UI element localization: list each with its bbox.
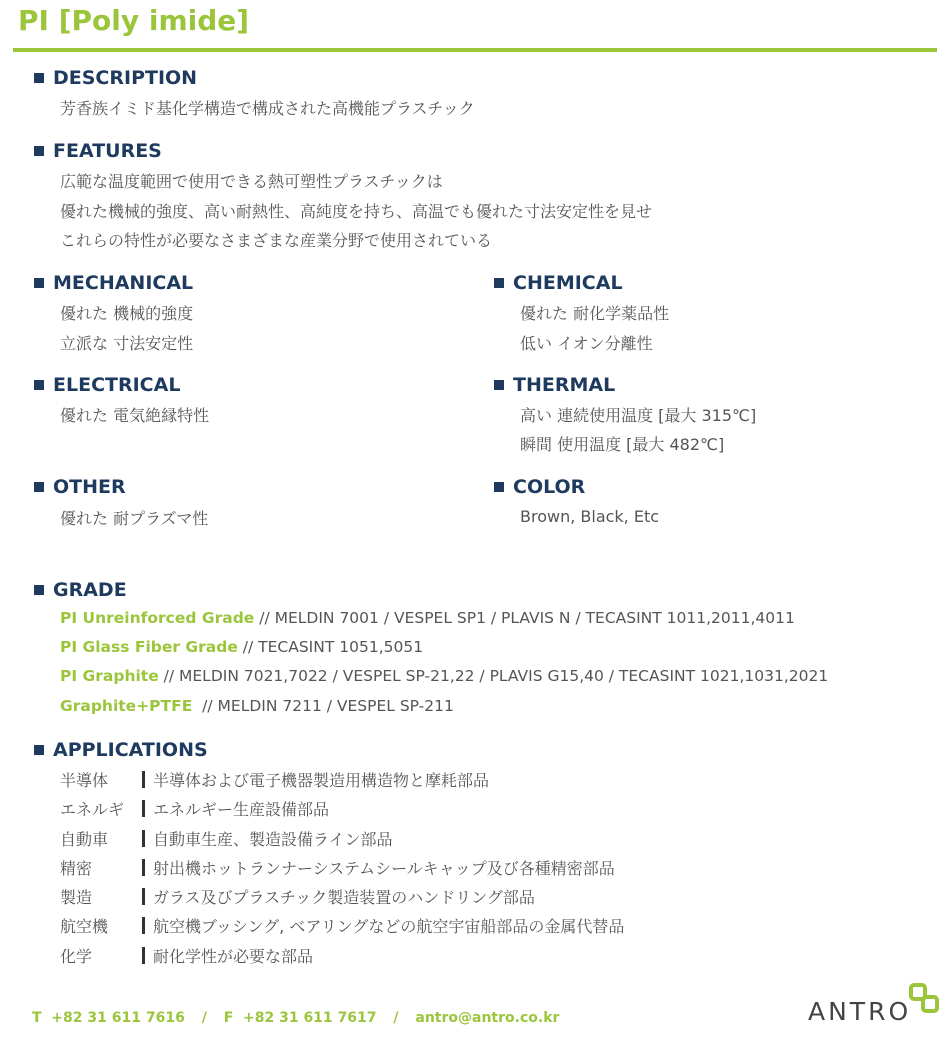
antro-logo xyxy=(808,982,943,1026)
square-bullet-icon xyxy=(34,146,44,156)
square-bullet-icon xyxy=(494,278,504,288)
application-text: エネルギー生産設備部品 xyxy=(153,800,330,819)
contact-footer xyxy=(32,1010,559,1026)
features-line: 優れた機械的強度、高い耐熱性、高純度を持ち、高温でも優れた寸法安定性を見せ xyxy=(60,202,653,221)
email-link[interactable]: antro@antro.co.kr xyxy=(415,1010,560,1026)
application-label: 航空機 xyxy=(60,917,109,936)
application-label: 製造 xyxy=(60,888,93,907)
mechanical-line: 立派な 寸法安定性 xyxy=(60,334,194,353)
application-text: 航空機ブッシング, ベアリングなどの航空宇宙船部品の金属代替品 xyxy=(153,917,625,936)
title-divider xyxy=(13,48,937,52)
square-bullet-icon xyxy=(34,278,44,288)
features-line: 広範な温度範囲で使用できる熱可塑性プラスチックは xyxy=(60,172,443,191)
thermal-line: 瞬間 使用温度 [最大 482℃] xyxy=(520,435,725,454)
chemical-line: 低い イオン分離性 xyxy=(520,334,653,353)
grade-name: PI Glass Fiber Grade xyxy=(60,638,238,656)
square-bullet-icon xyxy=(34,585,44,595)
mechanical-heading: MECHANICAL xyxy=(34,272,193,294)
grade-name: PI Unreinforced Grade xyxy=(60,609,255,627)
separator-bar xyxy=(142,800,145,817)
application-text: 自動車生産、製造設備ライン部品 xyxy=(153,830,393,849)
electrical-line: 優れた 電気絶縁特性 xyxy=(60,406,210,425)
color-heading: COLOR xyxy=(494,476,585,498)
phone-number: T +82 31 611 7616 xyxy=(32,1010,185,1026)
grade-products: // MELDIN 7001 / VESPEL SP1 / PLAVIS N / TECASINT 1011,2011,4011 xyxy=(254,609,795,627)
grade-row xyxy=(60,697,454,715)
grade-row xyxy=(60,667,828,685)
square-bullet-icon xyxy=(34,745,44,755)
application-label: 半導体 xyxy=(60,771,109,790)
application-label: 化学 xyxy=(60,947,93,966)
application-text: 射出機ホットランナーシステムシールキャップ及び各種精密部品 xyxy=(153,859,615,878)
description-heading: DESCRIPTION xyxy=(34,67,197,89)
square-bullet-icon xyxy=(494,380,504,390)
grade-name: Graphite+PTFE xyxy=(60,697,193,715)
separator-bar xyxy=(142,830,145,847)
application-label: エネルギ xyxy=(60,800,125,819)
other-line: 優れた 耐プラズマ性 xyxy=(60,509,209,528)
square-bullet-icon xyxy=(34,380,44,390)
applications-heading: APPLICATIONS xyxy=(34,739,208,761)
application-label: 自動車 xyxy=(60,830,109,849)
separator-bar xyxy=(142,888,145,905)
grade-products: // MELDIN 7211 / VESPEL SP-211 xyxy=(192,697,454,715)
application-text: ガラス及びプラスチック製造装置のハンドリング部品 xyxy=(153,888,535,907)
square-bullet-icon xyxy=(34,482,44,492)
grade-heading: GRADE xyxy=(34,579,127,601)
separator-bar xyxy=(142,917,145,934)
color-line: Brown, Black, Etc xyxy=(520,507,660,526)
features-heading: FEATURES xyxy=(34,140,162,162)
mechanical-line: 優れた 機械的強度 xyxy=(60,304,194,323)
electrical-heading: ELECTRICAL xyxy=(34,374,180,396)
separator-bar xyxy=(142,859,145,876)
grade-products: // TECASINT 1051,5051 xyxy=(237,638,424,656)
separator-bar xyxy=(142,771,145,788)
grade-products: // MELDIN 7021,7022 / VESPEL SP-21,22 / PLAVIS G15,40 / TECASINT 1021,1031,2021 xyxy=(158,667,829,685)
application-label: 精密 xyxy=(60,859,93,878)
square-bullet-icon xyxy=(494,482,504,492)
thermal-heading: THERMAL xyxy=(494,374,615,396)
grade-row xyxy=(60,609,795,627)
application-text: 耐化学性が必要な部品 xyxy=(153,947,314,966)
grade-row xyxy=(60,638,423,656)
features-line: これらの特性が必要なさまざまな産業分野で使用されている xyxy=(60,231,493,250)
thermal-line: 高い 連続使用温度 [最大 315℃] xyxy=(520,406,757,425)
logo-text: ANTRO xyxy=(808,997,912,1026)
page-title: PI [Poly imide] xyxy=(18,4,250,37)
footer-separator: / xyxy=(393,1010,399,1026)
application-text: 半導体および電子機器製造用構造物と摩耗部品 xyxy=(153,771,490,790)
footer-separator: / xyxy=(201,1010,207,1026)
antro-logo-icon xyxy=(908,982,942,1014)
grade-name: PI Graphite xyxy=(60,667,159,685)
other-heading: OTHER xyxy=(34,476,126,498)
description-text: 芳香族イミド基化学構造で構成された高機能プラスチック xyxy=(60,99,475,118)
fax-number: F +82 31 611 7617 xyxy=(223,1010,377,1026)
chemical-line: 優れた 耐化学薬品性 xyxy=(520,304,670,323)
chemical-heading: CHEMICAL xyxy=(494,272,623,294)
square-bullet-icon xyxy=(34,73,44,83)
separator-bar xyxy=(142,947,145,964)
